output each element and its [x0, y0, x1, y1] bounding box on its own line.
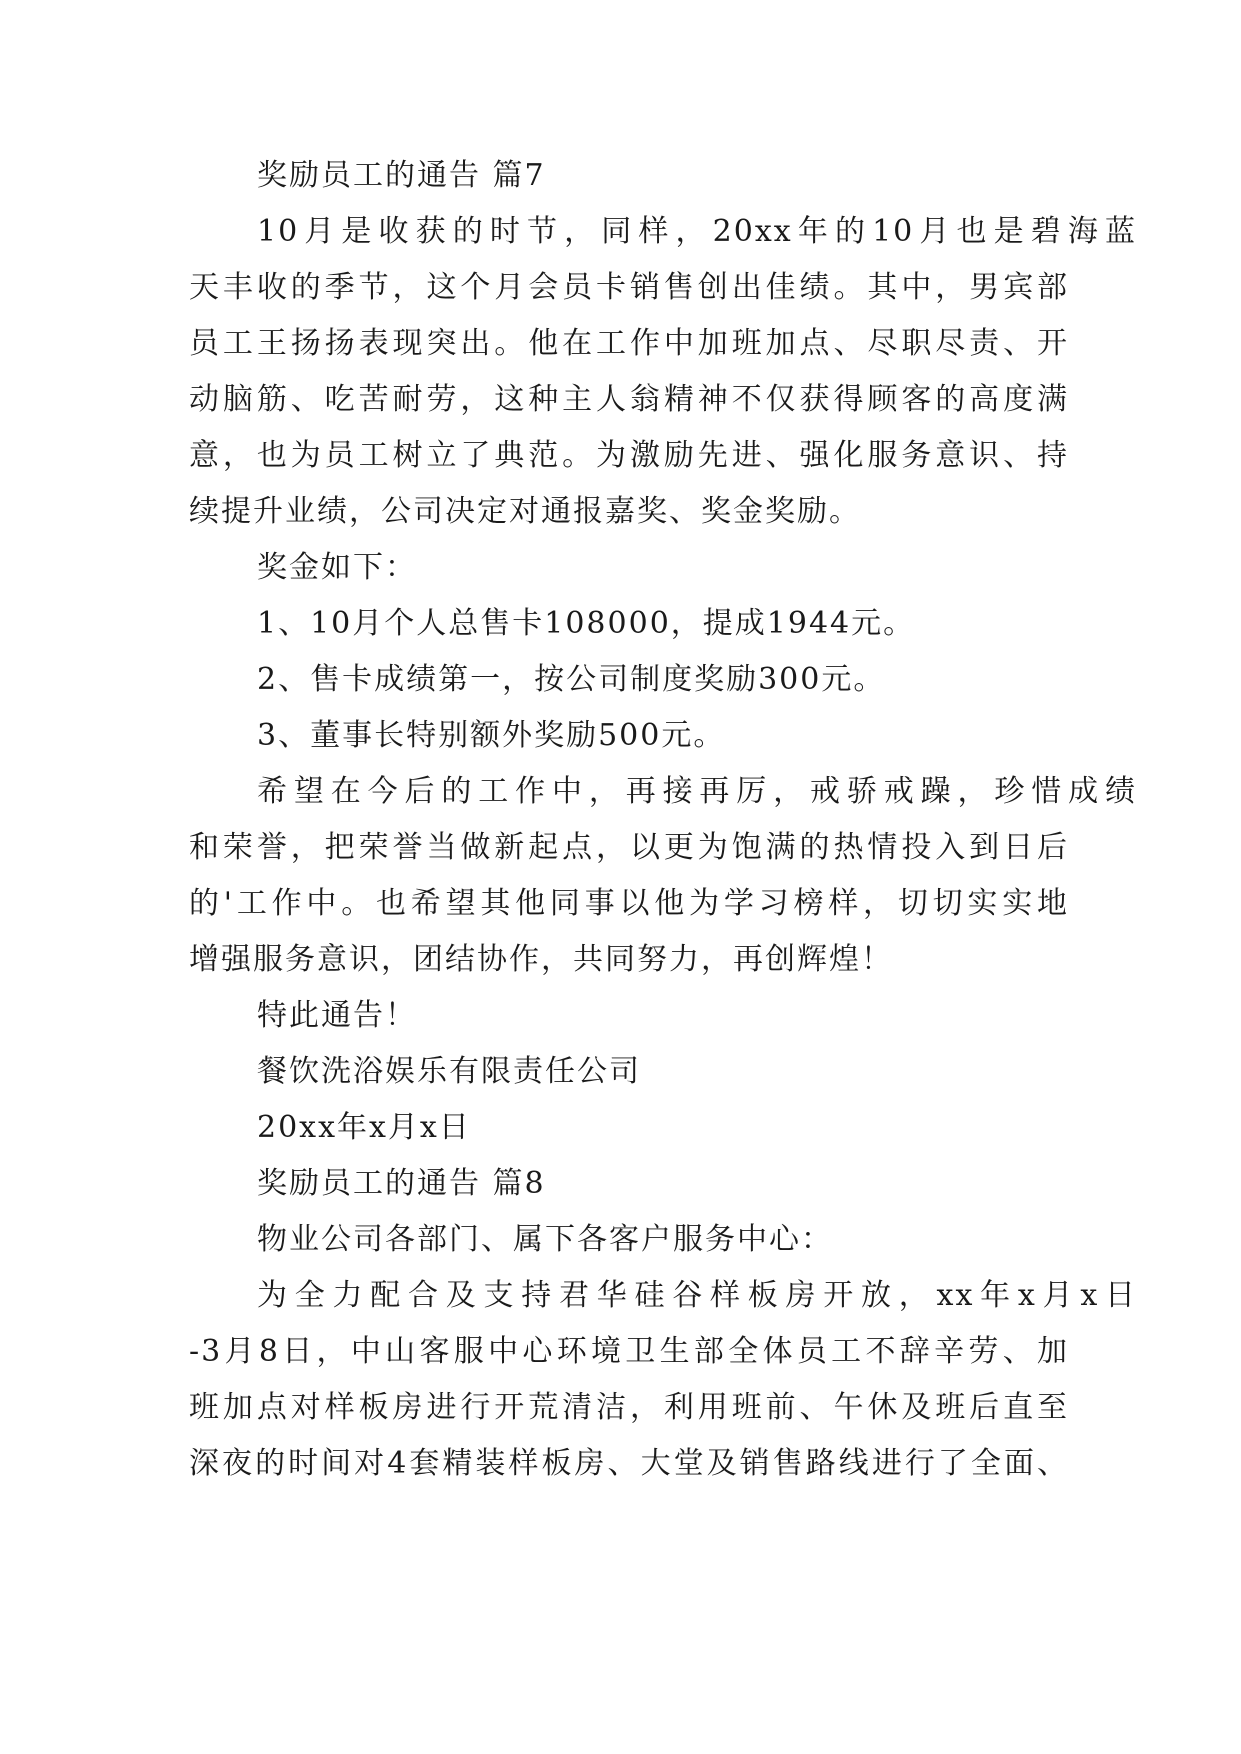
paragraph-line: 增强服务意识，团结协作，共同努力，再创辉煌！ — [189, 942, 893, 977]
section-heading-8: 奖励员工的通告 篇8 — [257, 1166, 546, 1201]
bonus-item: 1、10月个人总售卡108000，提成1944元。 — [257, 606, 916, 641]
recipient-line: 物业公司各部门、属下各客户服务中心： — [257, 1222, 833, 1257]
paragraph-line: 深夜的时间对4套精装样板房、大堂及销售路线进行了全面、 — [189, 1446, 1069, 1481]
paragraph-line: 希望在今后的工作中，再接再厉，戒骄戒躁，珍惜成绩 — [257, 774, 1137, 809]
paragraph-line: 意，也为员工树立了典范。为激励先进、强化服务意识、持 — [189, 438, 1069, 473]
paragraph-line: 和荣誉，把荣誉当做新起点，以更为饱满的热情投入到日后 — [189, 830, 1069, 865]
bonus-item: 3、董事长特别额外奖励500元。 — [257, 718, 726, 753]
company-name: 餐饮洗浴娱乐有限责任公司 — [257, 1054, 641, 1089]
paragraph-line: 为全力配合及支持君华硅谷样板房开放，xx年x月x日 — [257, 1278, 1137, 1313]
date-line: 20xx年x月x日 — [257, 1110, 471, 1145]
bonus-item: 2、售卡成绩第一，按公司制度奖励300元。 — [257, 662, 886, 697]
paragraph-line: 续提升业绩，公司决定对通报嘉奖、奖金奖励。 — [189, 494, 861, 529]
closing-line: 特此通告！ — [257, 998, 417, 1033]
paragraph-line: 班加点对样板房进行开荒清洁，利用班前、午休及班后直至 — [189, 1390, 1069, 1425]
paragraph-line: 10月是收获的时节，同样，20xx年的10月也是碧海蓝 — [257, 214, 1137, 249]
document-body — [189, 148, 1137, 1492]
paragraph-line: 天丰收的季节，这个月会员卡销售创出佳绩。其中，男宾部 — [189, 270, 1069, 305]
paragraph-line: 的'工作中。也希望其他同事以他为学习榜样，切切实实地 — [189, 886, 1069, 921]
bonus-heading: 奖金如下： — [257, 550, 417, 585]
paragraph-line: 员工王扬扬表现突出。他在工作中加班加点、尽职尽责、开 — [189, 326, 1069, 361]
paragraph-line: 动脑筋、吃苦耐劳，这种主人翁精神不仅获得顾客的高度满 — [189, 382, 1069, 417]
paragraph-line: -3月8日，中山客服中心环境卫生部全体员工不辞辛劳、加 — [189, 1334, 1069, 1369]
section-heading-7: 奖励员工的通告 篇7 — [257, 158, 546, 193]
